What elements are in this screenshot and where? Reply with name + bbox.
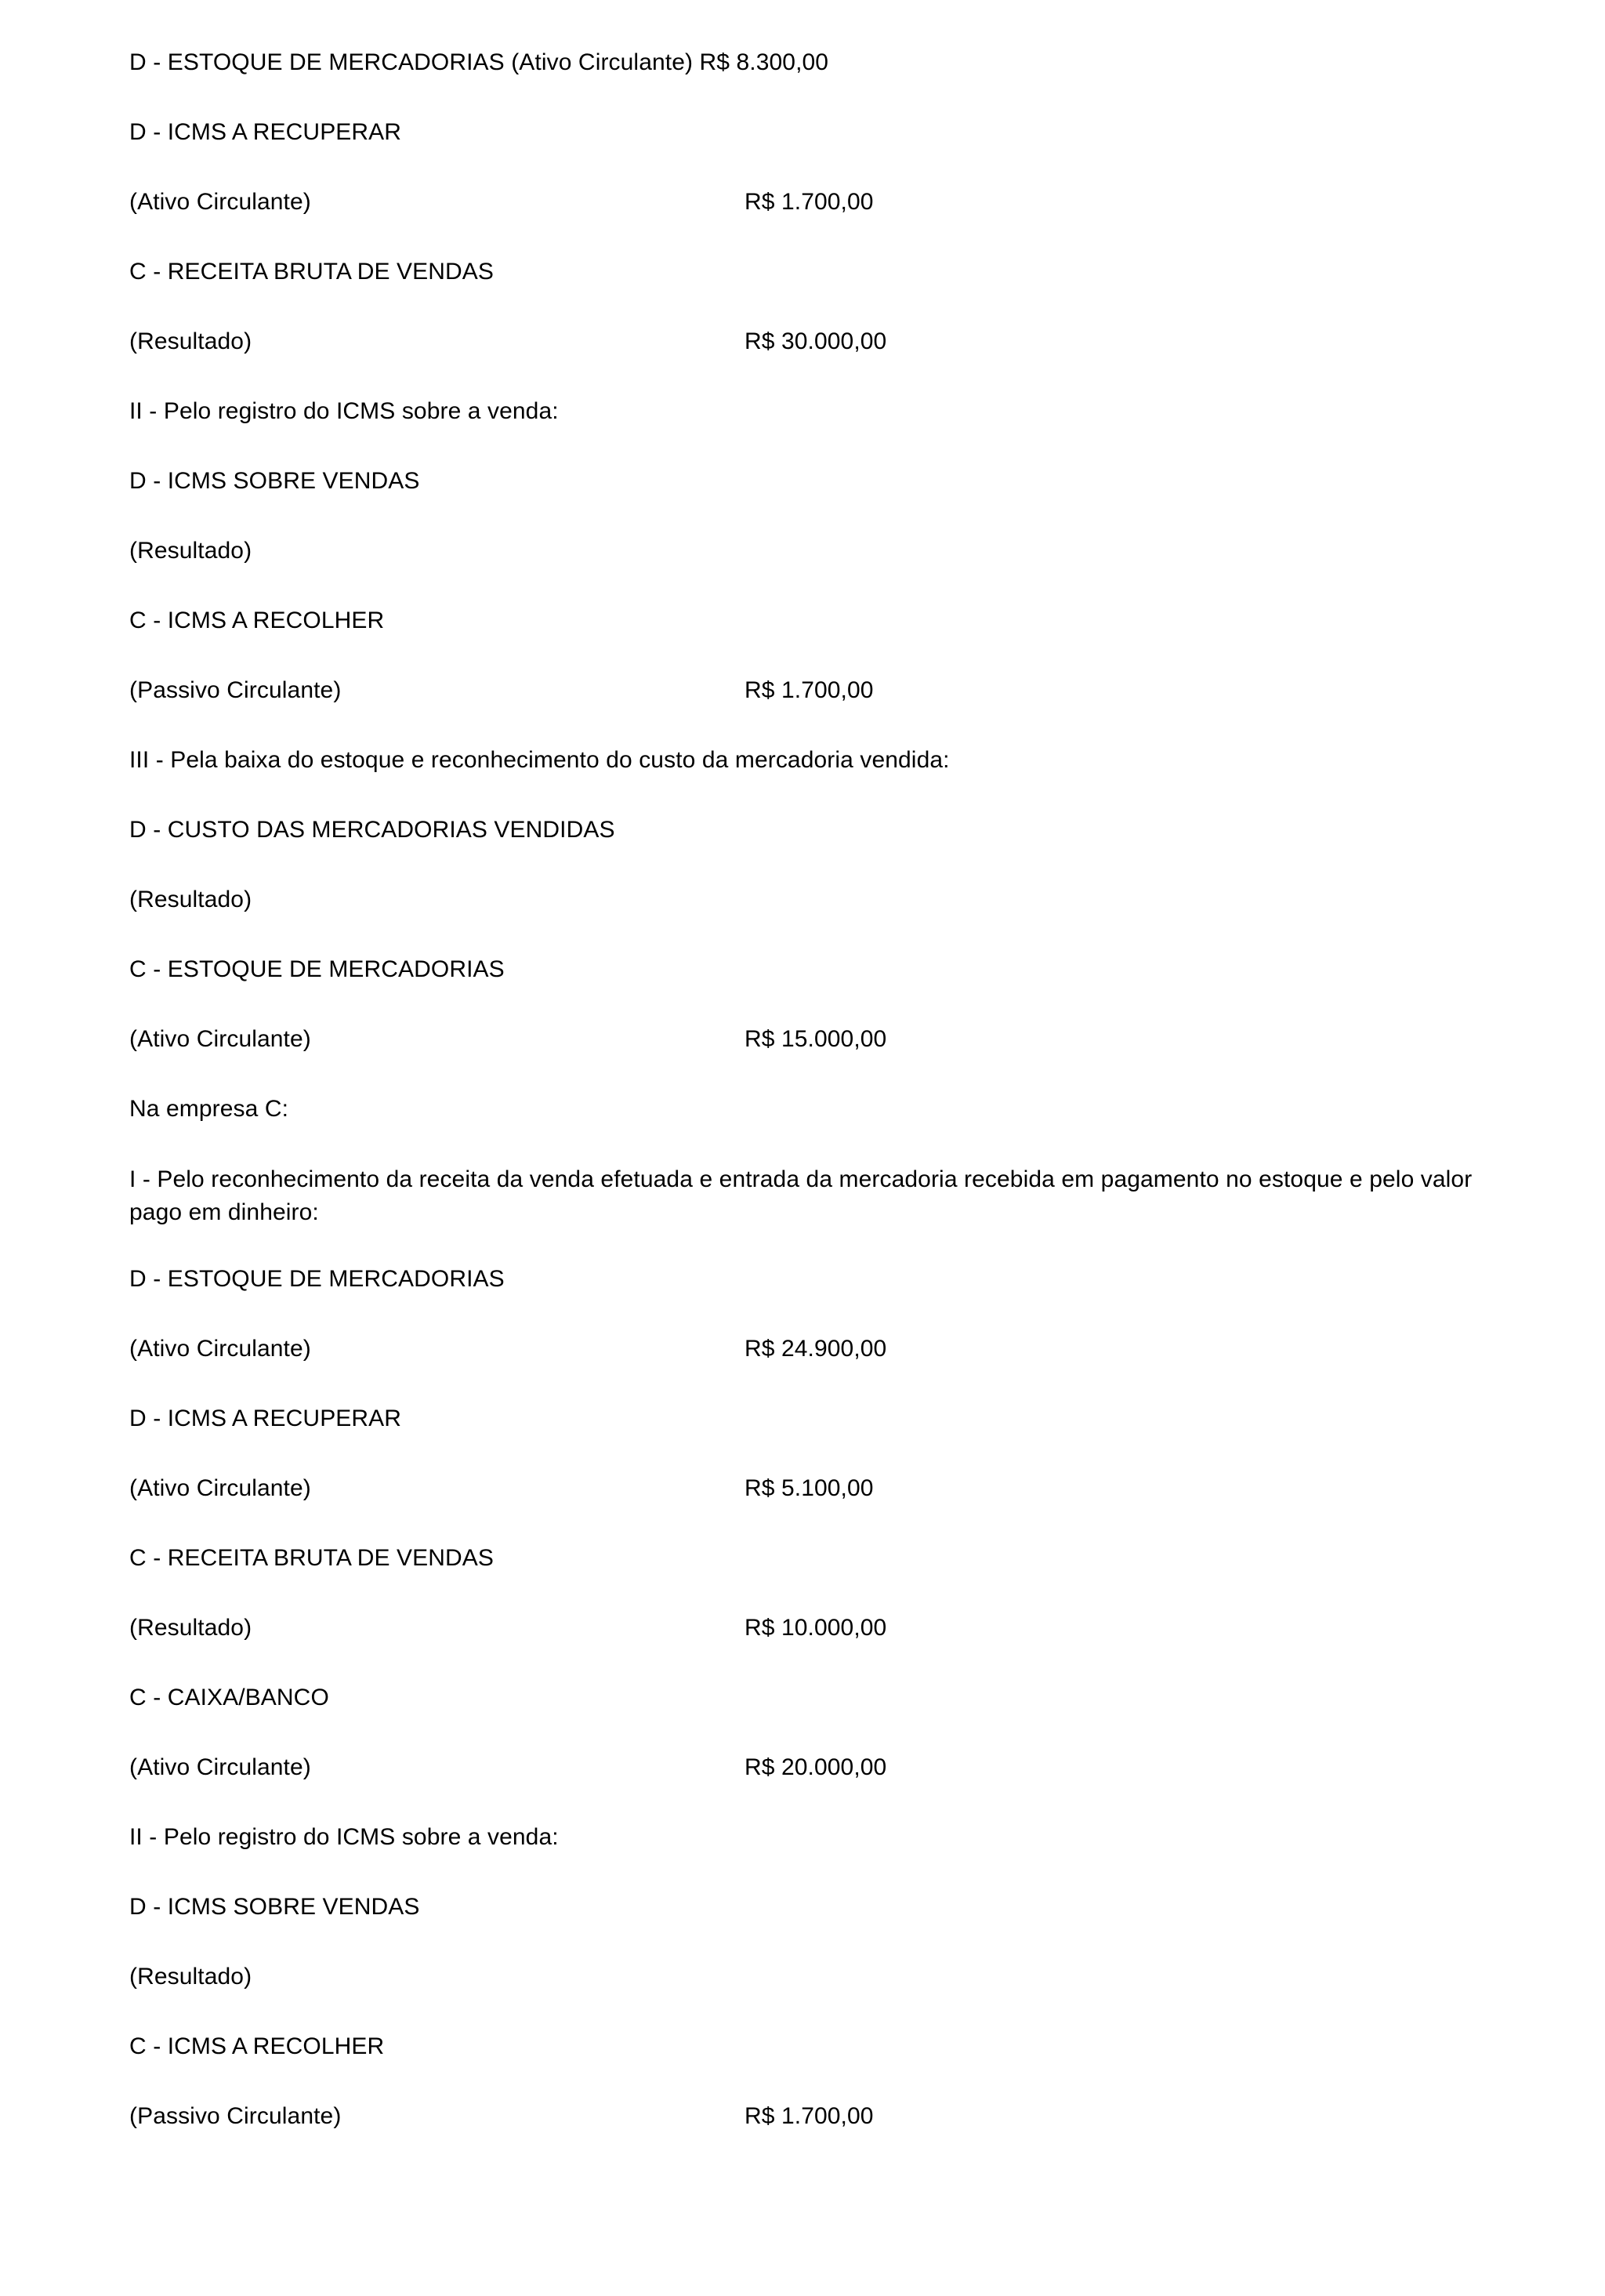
text-line: C - ICMS A RECOLHER [129,608,385,633]
amount-value: R$ 10.000,00 [745,1615,887,1641]
account-entry-row [129,1473,1495,1504]
amount-value: R$ 30.000,00 [745,328,887,354]
account-group-label: (Resultado) [129,1615,252,1641]
account-group-label: (Resultado) [129,328,252,354]
document-body [129,47,1495,2132]
text-line: D - ESTOQUE DE MERCADORIAS (Ativo Circulante) R$ 8.300,00 [129,49,829,75]
text-line: C - ESTOQUE DE MERCADORIAS [129,956,505,982]
page-bottom-margin [129,2171,1495,2296]
account-group-label: (Ativo Circulante) [129,1336,311,1362]
amount-value: R$ 5.100,00 [745,1475,874,1501]
text-line: D - ESTOQUE DE MERCADORIAS [129,1266,505,1292]
text-line: C - CAIXA/BANCO [129,1685,329,1710]
text-line: (Resultado) [129,887,252,912]
account-entry-row [129,1024,1495,1055]
text-line: II - Pelo registro do ICMS sobre a venda: [129,1824,559,1850]
text-line: C - RECEITA BRUTA DE VENDAS [129,259,495,285]
amount-value: R$ 24.900,00 [745,1336,887,1362]
account-group-label: (Ativo Circulante) [129,189,311,215]
text-line: Na empresa C: [129,1096,289,1122]
amount-value: R$ 15.000,00 [745,1026,887,1052]
text-line: D - ICMS SOBRE VENDAS [129,1894,420,1920]
text-line: (Resultado) [129,538,252,564]
amount-value: R$ 1.700,00 [745,677,874,703]
account-entry-row [129,1333,1495,1365]
amount-value: R$ 20.000,00 [745,1754,887,1780]
account-entry-row [129,187,1495,218]
text-line: D - ICMS SOBRE VENDAS [129,468,420,494]
account-entry-row [129,675,1495,706]
text-line: (Resultado) [129,1964,252,1990]
account-group-label: (Passivo Circulante) [129,677,342,703]
text-line: D - CUSTO DAS MERCADORIAS VENDIDAS [129,817,615,843]
account-entry-row [129,2101,1495,2132]
text-line: II - Pelo registro do ICMS sobre a venda: [129,398,559,424]
account-group-label: (Ativo Circulante) [129,1754,311,1780]
account-group-label: (Ativo Circulante) [129,1026,311,1052]
text-line: D - ICMS A RECUPERAR [129,119,402,145]
text-line: D - ICMS A RECUPERAR [129,1406,402,1431]
account-entry-row [129,326,1495,357]
account-entry-row [129,1612,1495,1644]
account-group-label: (Passivo Circulante) [129,2103,342,2129]
amount-value: R$ 1.700,00 [745,189,874,215]
amount-value: R$ 1.700,00 [745,2103,874,2129]
text-line: I - Pelo reconhecimento da receita da venda efetuada e entrada da mercadoria recebida em pagamento no estoque e pelo valor pago em dinheiro: [129,1166,1479,1225]
account-group-label: (Ativo Circulante) [129,1475,311,1501]
account-entry-row [129,1752,1495,1783]
text-line: III - Pela baixa do estoque e reconhecimento do custo da mercadoria vendida: [129,747,950,773]
text-line: C - ICMS A RECOLHER [129,2033,385,2059]
text-line: C - RECEITA BRUTA DE VENDAS [129,1545,495,1571]
